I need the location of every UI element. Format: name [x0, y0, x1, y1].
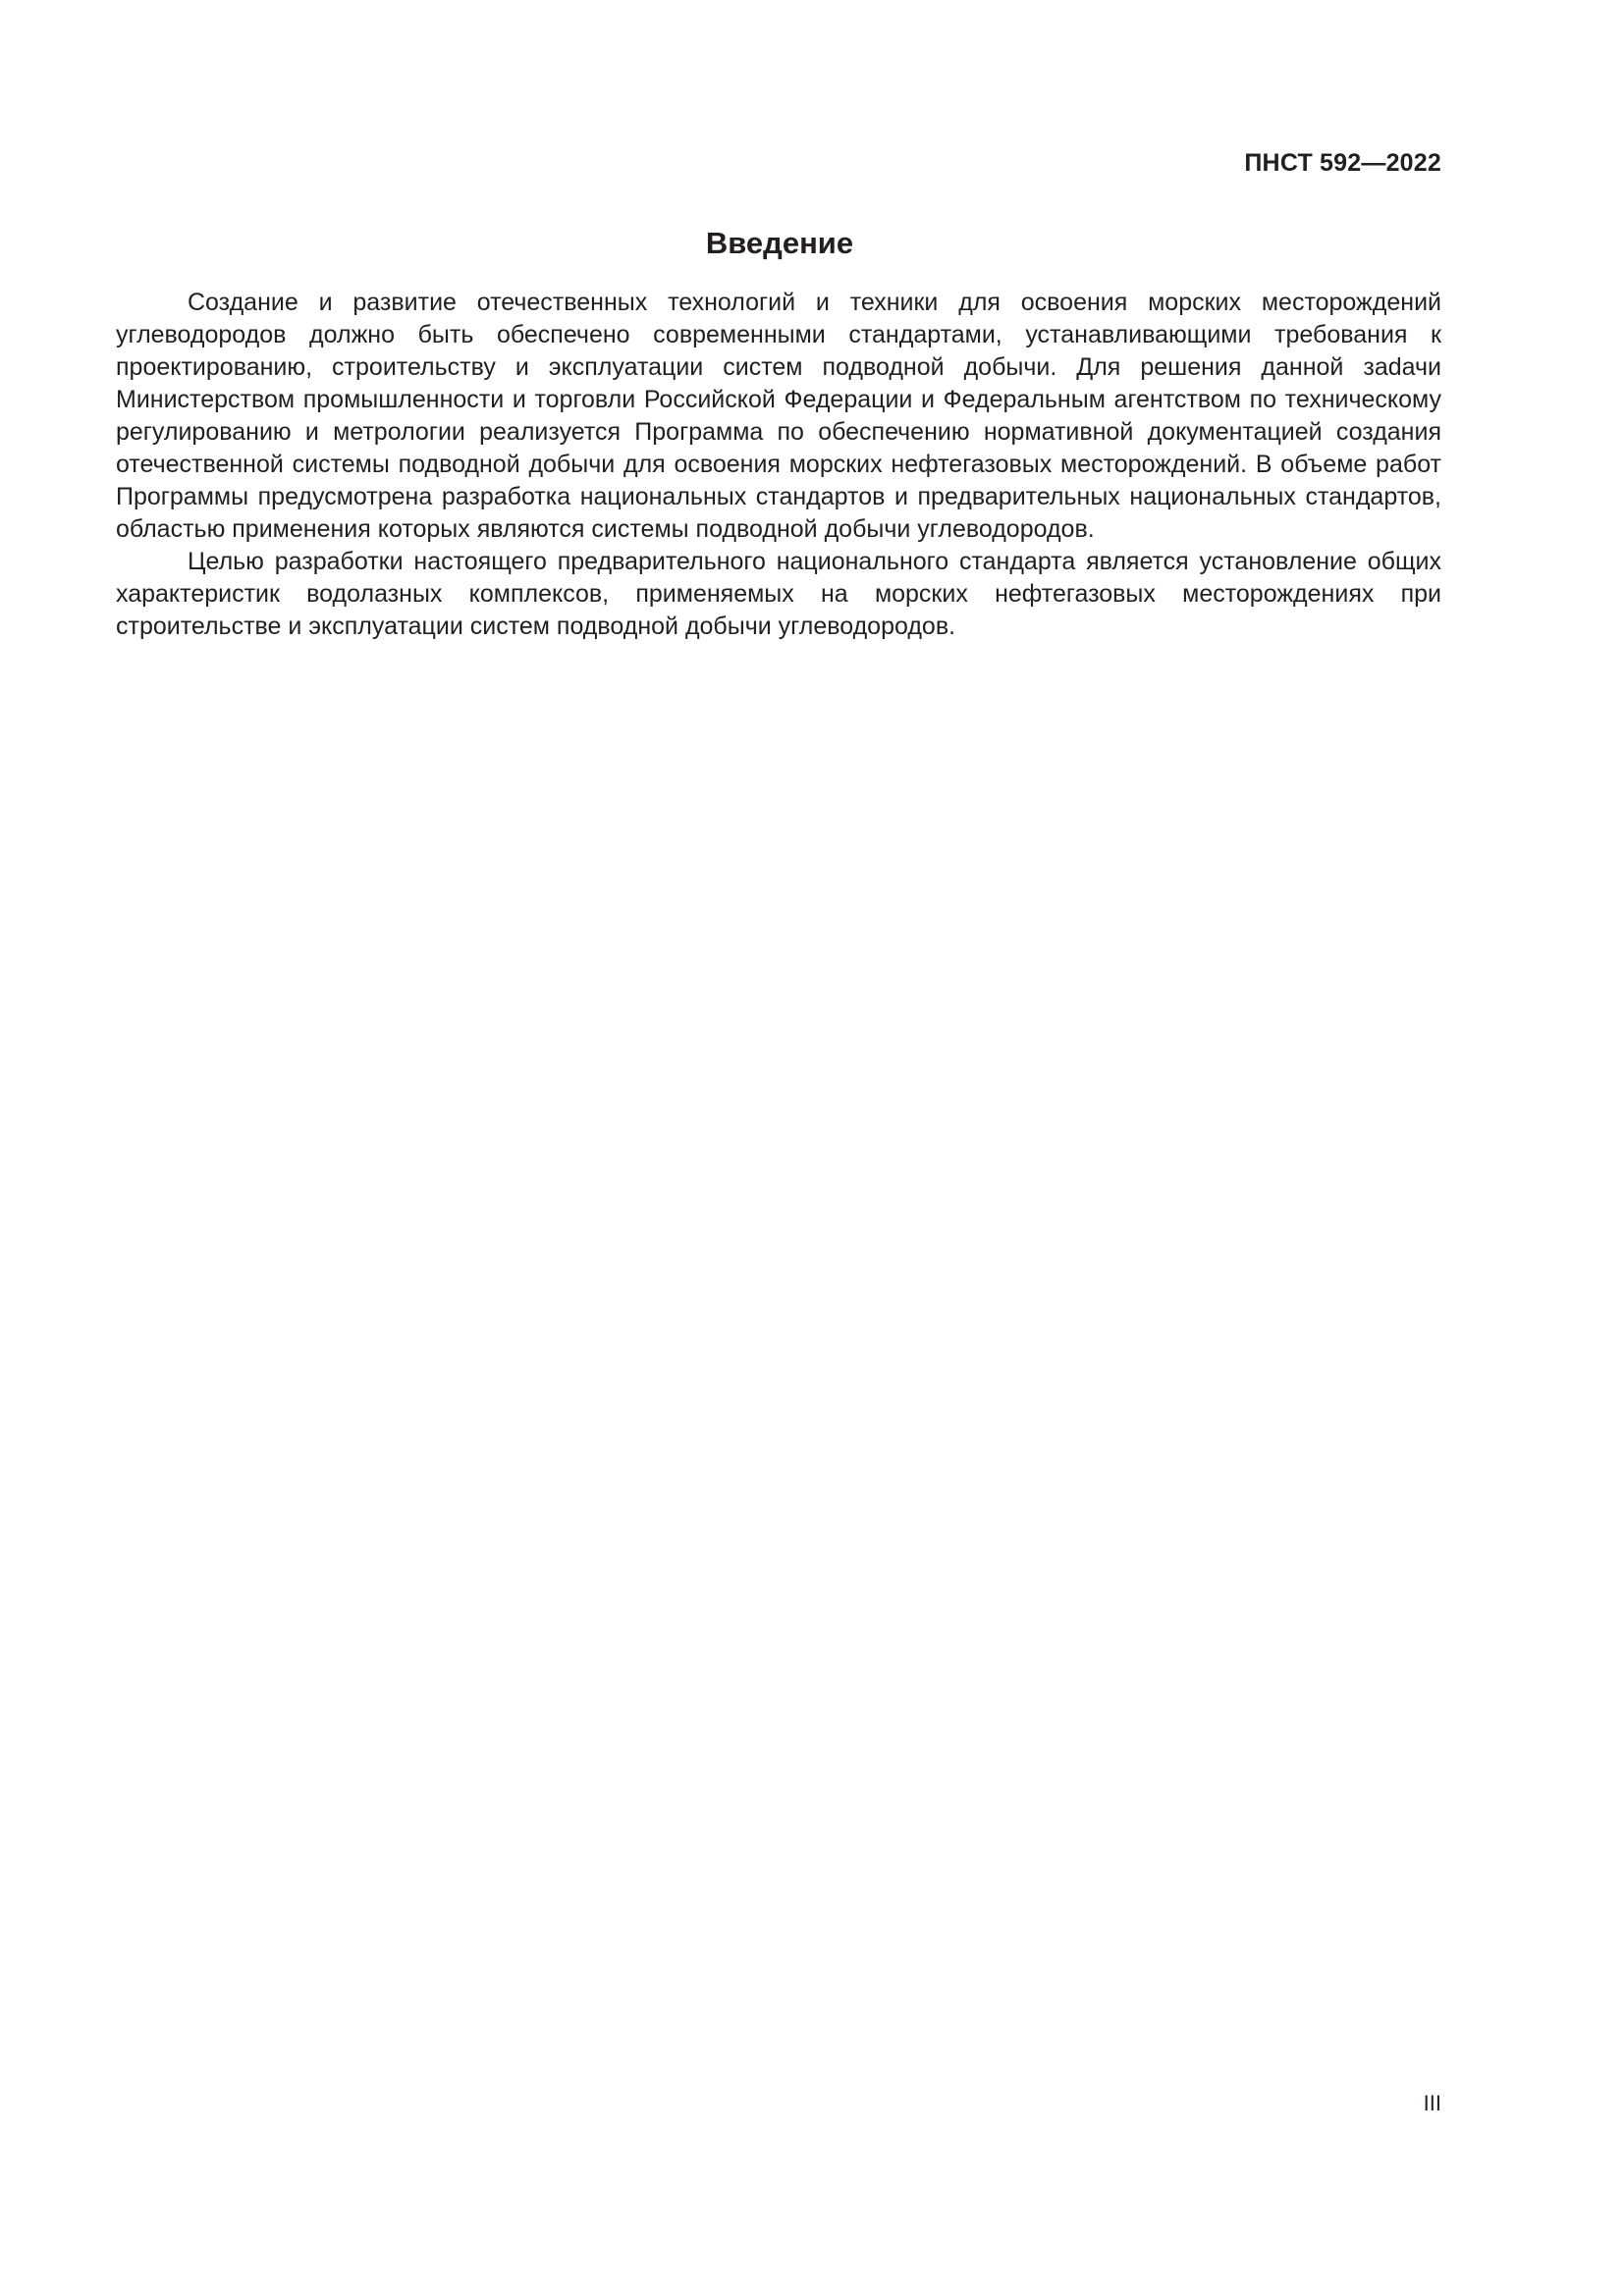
section-title: Введение: [705, 226, 854, 260]
paragraph-2: Целью разработки настоящего предварительного национального стандарта является установление общих характеристик водолазных комплексов, применяемых на морских нефтегазовых месторождениях при строительстве и эксплуатации систем подводной добычи углеводородов.: [116, 548, 1441, 640]
document-code: ПНСТ 592—2022: [1244, 149, 1441, 177]
page-number: III: [1423, 2091, 1441, 2115]
paragraph-1: Создание и развитие отечественных технологий и техники для освоения морских месторождений углеводородов должно быть обеспечено современными стандартами, устанавливающими требования к проектированию, строительству и эксплуатации систем подводной добычи. Для решения данной заdачи Министерством промышленности и торговли Российской Федерации и Федеральным агентством по техническому регулированию и метрологии реализуется Программа по обеспечению нормативной документацией создания отечественной системы подводной добычи для освоения морских нефтегазовых месторождений. В объеме работ Программы предусмотрена разработка национальных стандартов и предварительных национальных стандартов, областью применения которых являются системы подводной добычи углеводородов.: [116, 289, 1441, 543]
section-body: [116, 287, 1441, 643]
